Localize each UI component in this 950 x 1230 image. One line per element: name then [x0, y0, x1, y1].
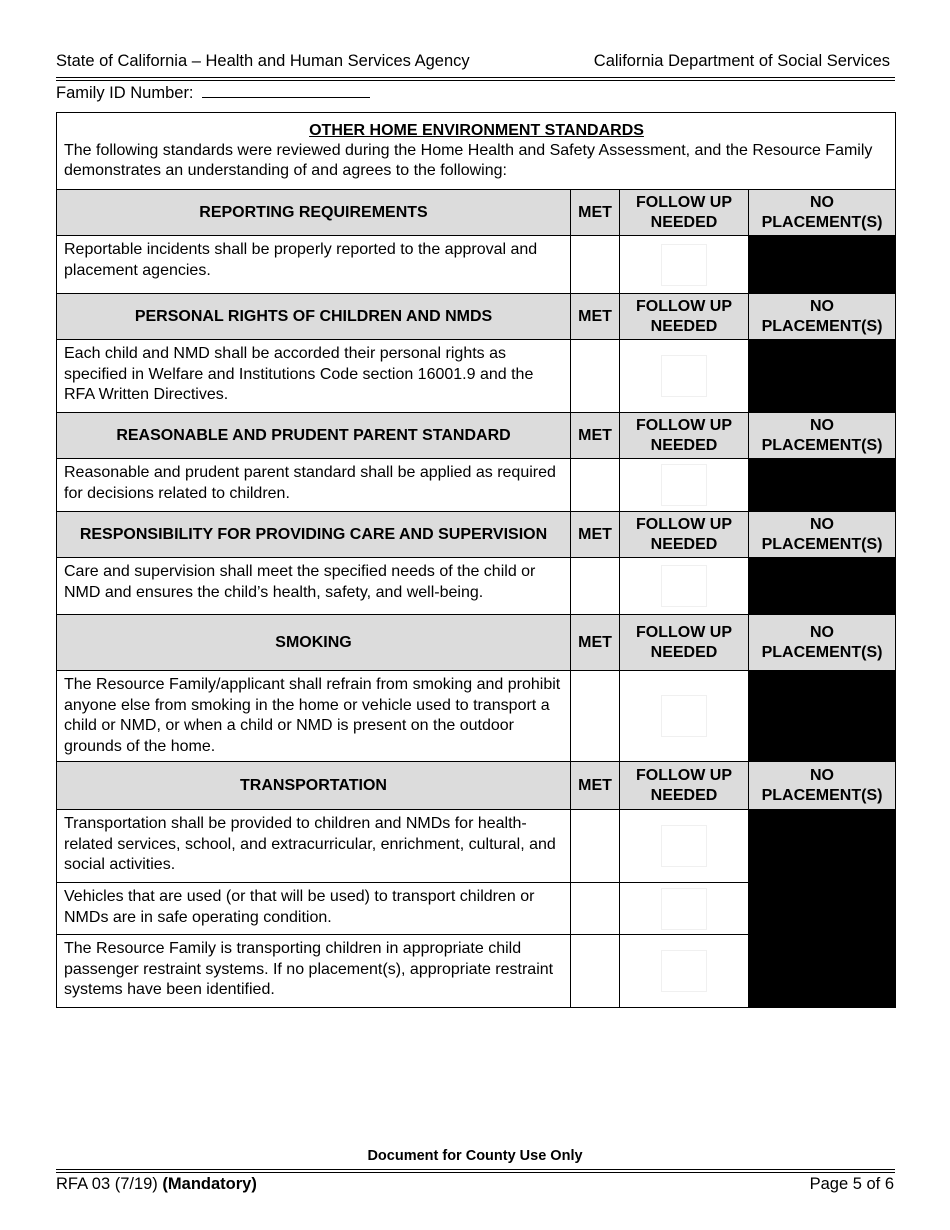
section-title: SMOKING	[57, 615, 571, 671]
follow-up-label: FOLLOW UP	[636, 416, 732, 434]
met-column-header: MET	[571, 294, 620, 340]
met-checkbox[interactable]	[571, 558, 620, 615]
page-header	[56, 52, 894, 74]
section-title: RESPONSIBILITY FOR PROVIDING CARE AND SUPERVISION	[57, 512, 571, 558]
checkbox-outline	[661, 888, 707, 930]
follow-up-label: FOLLOW UP	[636, 297, 732, 315]
standard-text: Each child and NMD shall be accorded their personal rights as specified in Welfare and Institutions Code section 16001.9 and the RFA Written Directives.	[57, 340, 571, 413]
no-label: NO	[810, 416, 834, 434]
met-checkbox[interactable]	[571, 459, 620, 512]
standard-text: Vehicles that are used (or that will be used) to transport children or NMDs are in safe operating condition.	[57, 883, 571, 935]
follow-up-label: FOLLOW UP	[636, 193, 732, 211]
follow-up-checkbox[interactable]	[620, 935, 749, 1008]
standard-row	[57, 236, 896, 294]
standard-text: Reasonable and prudent parent standard shall be applied as required for decisions related to children.	[57, 459, 571, 512]
header-rule-2	[56, 80, 895, 81]
no-placement-blocked-cell	[749, 236, 896, 294]
standard-text: Reportable incidents shall be properly reported to the approval and placement agencies.	[57, 236, 571, 294]
follow-up-column-header	[620, 190, 749, 236]
no-placement-column-header	[749, 762, 896, 810]
met-checkbox[interactable]	[571, 883, 620, 935]
section-header-row	[57, 294, 896, 340]
no-placement-blocked-cell	[749, 340, 896, 413]
met-column-header: MET	[571, 190, 620, 236]
follow-up-label: FOLLOW UP	[636, 515, 732, 533]
page-number: Page 5 of 6	[809, 1175, 894, 1193]
section-title: PERSONAL RIGHTS OF CHILDREN AND NMDS	[57, 294, 571, 340]
met-checkbox[interactable]	[571, 810, 620, 883]
footer-rule	[56, 1169, 895, 1170]
no-placement-column-header	[749, 190, 896, 236]
standard-text: The Resource Family/applicant shall refrain from smoking and prohibit anyone else from smoking in the home or vehicle used to transport a child or NMD, or when a child or NMD is present on the outdoor grounds of the home.	[57, 671, 571, 762]
agency-name: State of California – Health and Human Services Agency	[56, 52, 470, 70]
needed-label: NEEDED	[650, 535, 718, 553]
standard-text: Transportation shall be provided to children and NMDs for health-related services, school, and extracurricular, enrichment, cultural, and social activities.	[57, 810, 571, 883]
intro-title: OTHER HOME ENVIRONMENT STANDARDS	[309, 122, 644, 139]
follow-up-checkbox[interactable]	[620, 459, 749, 512]
placements-label: PLACEMENT(S)	[761, 786, 883, 804]
met-column-header: MET	[571, 512, 620, 558]
no-placement-column-header	[749, 294, 896, 340]
checkbox-outline	[661, 695, 707, 737]
section-header-row	[57, 512, 896, 558]
placements-label: PLACEMENT(S)	[761, 643, 883, 661]
follow-up-checkbox[interactable]	[620, 236, 749, 294]
follow-up-checkbox[interactable]	[620, 671, 749, 762]
no-placement-blocked-cell	[749, 883, 896, 935]
needed-label: NEEDED	[650, 643, 718, 661]
follow-up-checkbox[interactable]	[620, 340, 749, 413]
intro-text: The following standards were reviewed during the Home Health and Safety Assessment, and the Resource Family demonstrates an understanding of and agrees to the following:	[64, 142, 873, 179]
met-checkbox[interactable]	[571, 236, 620, 294]
checkbox-outline	[661, 355, 707, 397]
section-header-row	[57, 615, 896, 671]
follow-up-label: FOLLOW UP	[636, 623, 732, 641]
needed-label: NEEDED	[650, 317, 718, 335]
family-id-label: Family ID Number:	[56, 84, 194, 102]
intro-cell	[57, 113, 896, 190]
section-header-row	[57, 762, 896, 810]
follow-up-column-header	[620, 615, 749, 671]
section-title: REPORTING REQUIREMENTS	[57, 190, 571, 236]
standard-text: The Resource Family is transporting children in appropriate child passenger restraint systems. If no placement(s), appropriate restraint systems have been identified.	[57, 935, 571, 1008]
checkbox-outline	[661, 565, 707, 607]
standard-row	[57, 935, 896, 1008]
no-placement-column-header	[749, 615, 896, 671]
no-label: NO	[810, 193, 834, 211]
section-title: TRANSPORTATION	[57, 762, 571, 810]
no-label: NO	[810, 623, 834, 641]
header-rule	[56, 77, 895, 78]
no-placement-blocked-cell	[749, 935, 896, 1008]
no-placement-blocked-cell	[749, 459, 896, 512]
met-column-header: MET	[571, 762, 620, 810]
family-id-input[interactable]	[202, 83, 370, 98]
checkbox-outline	[661, 825, 707, 867]
follow-up-column-header	[620, 294, 749, 340]
placements-label: PLACEMENT(S)	[761, 436, 883, 454]
follow-up-checkbox[interactable]	[620, 810, 749, 883]
follow-up-checkbox[interactable]	[620, 558, 749, 615]
section-header-row	[57, 413, 896, 459]
met-column-header: MET	[571, 615, 620, 671]
follow-up-column-header	[620, 762, 749, 810]
county-use-note: Document for County Use Only	[367, 1148, 583, 1164]
section-header-row	[57, 190, 896, 236]
standard-row	[57, 810, 896, 883]
no-placement-column-header	[749, 413, 896, 459]
standards-table	[56, 112, 896, 1008]
checkbox-outline	[661, 464, 707, 506]
follow-up-column-header	[620, 512, 749, 558]
no-placement-column-header	[749, 512, 896, 558]
standard-row	[57, 671, 896, 762]
no-label: NO	[810, 766, 834, 784]
met-column-header: MET	[571, 413, 620, 459]
placements-label: PLACEMENT(S)	[761, 213, 883, 231]
no-placement-blocked-cell	[749, 558, 896, 615]
needed-label: NEEDED	[650, 786, 718, 804]
no-label: NO	[810, 297, 834, 315]
follow-up-checkbox[interactable]	[620, 883, 749, 935]
form-number: RFA 03 (7/19) (Mandatory)	[56, 1175, 257, 1193]
no-placement-blocked-cell	[749, 810, 896, 883]
met-checkbox[interactable]	[571, 340, 620, 413]
checkbox-outline	[661, 950, 707, 992]
met-checkbox[interactable]	[571, 671, 620, 762]
placements-label: PLACEMENT(S)	[761, 317, 883, 335]
standard-row	[57, 340, 896, 413]
section-title: REASONABLE AND PRUDENT PARENT STANDARD	[57, 413, 571, 459]
follow-up-column-header	[620, 413, 749, 459]
needed-label: NEEDED	[650, 213, 718, 231]
standard-text: Care and supervision shall meet the specified needs of the child or NMD and ensures the child’s health, safety, and well-being.	[57, 558, 571, 615]
no-label: NO	[810, 515, 834, 533]
needed-label: NEEDED	[650, 436, 718, 454]
standard-row	[57, 883, 896, 935]
family-id-field	[56, 83, 370, 103]
department-name: California Department of Social Services	[593, 52, 890, 70]
standard-row	[57, 459, 896, 512]
mandatory-label: (Mandatory)	[162, 1175, 257, 1193]
met-checkbox[interactable]	[571, 935, 620, 1008]
no-placement-blocked-cell	[749, 671, 896, 762]
checkbox-outline	[661, 244, 707, 286]
standard-row	[57, 558, 896, 615]
follow-up-label: FOLLOW UP	[636, 766, 732, 784]
placements-label: PLACEMENT(S)	[761, 535, 883, 553]
footer-rule-2	[56, 1172, 895, 1173]
